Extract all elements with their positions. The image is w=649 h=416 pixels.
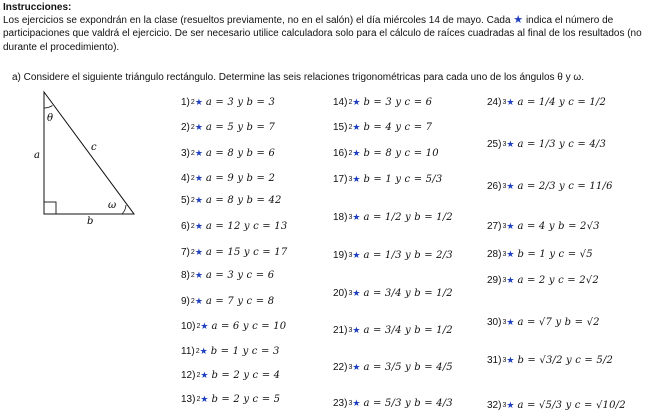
star-icon: ★ xyxy=(506,274,515,285)
exercise-number: 1) xyxy=(181,96,190,108)
star-icon: ★ xyxy=(194,172,203,183)
participation-count: 3 xyxy=(502,250,507,258)
exercise-expression: a = 8 y b = 6 xyxy=(205,147,276,159)
participation-count: 3 xyxy=(502,182,507,190)
star-icon: ★ xyxy=(199,345,208,356)
exercise-item xyxy=(487,91,606,113)
star-icon: ★ xyxy=(194,220,203,231)
participation-count: 2 xyxy=(190,222,195,230)
exercise-number: 22) xyxy=(333,361,348,373)
exercise-item xyxy=(487,175,613,197)
exercise-item xyxy=(181,189,282,211)
label-omega: ω xyxy=(108,200,117,211)
label-side-c: c xyxy=(91,142,97,153)
exercise-number: 4) xyxy=(181,172,190,184)
exercise-expression: b = 2 y c = 5 xyxy=(211,393,281,405)
exercise-expression: b = 1 y c = 5/3 xyxy=(363,173,443,185)
star-icon: ★ xyxy=(352,96,361,107)
participation-count: 3 xyxy=(348,175,353,183)
participation-count: 3 xyxy=(348,251,353,259)
exercise-number: 13) xyxy=(181,393,196,405)
exercise-item xyxy=(487,243,593,265)
exercise-item xyxy=(181,388,280,410)
question-a: a) Considere el siguiente triángulo rectángulo. Determine las seis relaciones trigonométricas para cada uno de los ángulos θ y ω. xyxy=(12,72,585,83)
exercise-item xyxy=(181,264,274,286)
exercise-expression: a = 2/3 y c = 11/6 xyxy=(517,180,613,192)
exercise-item xyxy=(333,319,453,341)
exercise-item xyxy=(181,91,275,113)
right-triangle-diagram xyxy=(28,86,146,226)
exercise-number: 16) xyxy=(333,147,348,159)
participation-count: 2 xyxy=(196,371,201,379)
participation-count: 3 xyxy=(502,98,507,106)
exercise-number: 26) xyxy=(487,180,502,192)
star-icon: ★ xyxy=(506,248,515,259)
star-icon: ★ xyxy=(506,354,515,365)
exercise-expression: b = 1 y c = 3 xyxy=(210,345,280,357)
star-icon: ★ xyxy=(506,138,515,149)
exercise-number: 19) xyxy=(333,249,348,261)
exercise-item xyxy=(333,244,453,266)
exercise-item xyxy=(181,142,275,164)
exercise-item xyxy=(333,206,453,228)
participation-count: 2 xyxy=(190,149,195,157)
exercise-item xyxy=(487,215,600,237)
star-icon: ★ xyxy=(352,324,361,335)
exercise-item xyxy=(333,392,453,414)
exercise-expression: a = 9 y b = 2 xyxy=(205,172,276,184)
star-icon: ★ xyxy=(194,147,203,158)
exercise-number: 8) xyxy=(181,269,190,281)
exercise-number: 3) xyxy=(181,147,190,159)
exercise-item xyxy=(181,315,286,337)
label-side-a: a xyxy=(34,150,40,161)
participation-count: 3 xyxy=(348,289,353,297)
exercise-expression: a = 3 y b = 3 xyxy=(205,96,276,108)
star-icon: ★ xyxy=(352,287,361,298)
exercise-number: 23) xyxy=(333,397,348,409)
star-icon: ★ xyxy=(194,194,203,205)
exercise-item xyxy=(333,91,432,113)
exercise-number: 27) xyxy=(487,220,502,232)
exercise-number: 12) xyxy=(181,369,196,381)
participation-count: 2 xyxy=(190,297,195,305)
exercise-expression: a = 15 y c = 17 xyxy=(205,246,288,258)
star-icon: ★ xyxy=(506,220,515,231)
star-icon: ★ xyxy=(506,96,515,107)
exercise-item xyxy=(487,349,613,371)
exercise-expression: a = 6 y c = 10 xyxy=(211,320,287,332)
exercise-number: 11) xyxy=(181,345,195,357)
exercise-expression: a = 3/5 y b = 4/5 xyxy=(363,361,453,373)
participation-count: 2 xyxy=(190,123,195,131)
participation-count: 2 xyxy=(348,98,353,106)
participation-count: 2 xyxy=(196,395,201,403)
exercise-expression: b = 3 y c = 6 xyxy=(363,96,433,108)
participation-count: 3 xyxy=(348,213,353,221)
instructions-block xyxy=(3,1,643,54)
exercise-expression: a = 3/4 y b = 1/2 xyxy=(363,324,453,336)
exercise-expression: a = 1/3 y b = 2/3 xyxy=(363,249,453,261)
participation-count: 3 xyxy=(502,401,507,409)
exercise-item xyxy=(181,116,275,138)
participation-count: 3 xyxy=(348,399,353,407)
theta-arc xyxy=(44,106,53,109)
participation-count: 3 xyxy=(502,222,507,230)
star-icon: ★ xyxy=(352,361,361,372)
participation-count: 2 xyxy=(190,196,195,204)
label-theta: θ xyxy=(47,113,54,124)
star-icon: ★ xyxy=(200,369,209,380)
participation-count: 2 xyxy=(195,347,200,355)
instructions-title: Instrucciones: xyxy=(3,2,72,13)
participation-count: 2 xyxy=(190,248,195,256)
star-icon: ★ xyxy=(200,320,209,331)
instructions-text-2: indica el número de participaciones que valdrá el ejercicio. De ser necesario utilice calculadora solo para el cálculo de raíces cuadradas al final de los resultados (no durante el procedimiento). xyxy=(3,15,642,53)
exercise-expression: a = 12 y c = 13 xyxy=(205,220,288,232)
exercise-expression: a = 2 y c = 2√2 xyxy=(517,274,599,286)
participation-count: 2 xyxy=(190,174,195,182)
star-icon: ★ xyxy=(194,269,203,280)
exercise-number: 6) xyxy=(181,220,190,232)
exercise-number: 24) xyxy=(487,96,502,108)
exercise-item xyxy=(181,340,280,362)
exercise-item xyxy=(181,215,287,237)
exercise-expression: b = √3/2 y c = 5/2 xyxy=(517,354,614,366)
exercise-number: 17) xyxy=(333,173,348,185)
star-icon: ★ xyxy=(352,147,361,158)
exercise-expression: a = 1/4 y c = 1/2 xyxy=(517,96,607,108)
star-icon: ★ xyxy=(194,121,203,132)
exercise-item xyxy=(333,282,453,304)
participation-count: 3 xyxy=(502,276,507,284)
exercise-expression: a = 8 y b = 42 xyxy=(205,194,282,206)
exercise-number: 30) xyxy=(487,316,502,328)
exercise-number: 28) xyxy=(487,248,502,260)
exercise-expression: a = 5/3 y b = 4/3 xyxy=(363,397,453,409)
participation-count: 2 xyxy=(190,271,195,279)
star-icon: ★ xyxy=(506,180,515,191)
participation-count: 3 xyxy=(502,140,507,148)
right-angle-marker xyxy=(44,202,56,214)
exercise-number: 18) xyxy=(333,211,348,223)
participation-count: 2 xyxy=(348,149,353,157)
exercise-number: 32) xyxy=(487,399,502,411)
exercise-expression: a = 1/3 y c = 4/3 xyxy=(517,138,607,150)
exercise-number: 15) xyxy=(333,121,348,133)
exercise-number: 29) xyxy=(487,274,502,286)
exercise-item xyxy=(333,116,432,138)
exercise-item xyxy=(181,167,275,189)
exercise-item xyxy=(181,241,287,263)
exercise-expression: a = √7 y b = √2 xyxy=(517,316,600,328)
exercise-number: 21) xyxy=(333,324,348,336)
instructions-text-1: Los ejercicios se expondrán en la clase (resueltos previamente, no en el salón) el día miércoles 14 de mayo. Cada xyxy=(3,15,511,27)
star-icon: ★ xyxy=(352,249,361,260)
exercise-number: 7) xyxy=(181,246,190,258)
star-icon: ★ xyxy=(194,246,203,257)
star-icon: ★ xyxy=(352,121,361,132)
participation-count: 2 xyxy=(348,123,353,131)
label-side-b: b xyxy=(87,216,94,226)
exercise-item xyxy=(333,142,439,164)
exercise-expression: b = 1 y c = √5 xyxy=(517,248,593,260)
triangle-shape xyxy=(44,92,134,214)
exercise-number: 25) xyxy=(487,138,502,150)
exercise-number: 20) xyxy=(333,287,348,299)
exercise-expression: a = √5/3 y c = √10/2 xyxy=(517,399,626,411)
participation-count: 3 xyxy=(502,318,507,326)
star-icon: ★ xyxy=(352,211,361,222)
exercise-item xyxy=(487,269,599,291)
star-icon: ★ xyxy=(352,397,361,408)
star-icon: ★ xyxy=(513,14,524,27)
omega-arc xyxy=(122,205,126,214)
exercise-expression: a = 5 y b = 7 xyxy=(205,121,276,133)
exercise-item xyxy=(333,356,453,378)
exercise-expression: b = 2 y c = 4 xyxy=(211,369,281,381)
star-icon: ★ xyxy=(506,316,515,327)
exercise-item xyxy=(181,364,280,386)
participation-count: 2 xyxy=(190,98,195,106)
star-icon: ★ xyxy=(200,393,209,404)
exercise-expression: a = 7 y c = 8 xyxy=(205,295,275,307)
star-icon: ★ xyxy=(194,96,203,107)
exercise-expression: a = 4 y b = 2√3 xyxy=(517,220,600,232)
participation-count: 3 xyxy=(348,363,353,371)
exercise-number: 5) xyxy=(181,194,190,206)
exercise-number: 2) xyxy=(181,121,190,133)
exercise-number: 9) xyxy=(181,295,190,307)
star-icon: ★ xyxy=(352,173,361,184)
participation-count: 3 xyxy=(348,326,353,334)
exercise-expression: a = 3/4 y b = 1/2 xyxy=(363,287,453,299)
exercise-number: 10) xyxy=(181,320,196,332)
exercise-item xyxy=(181,290,274,312)
participation-count: 3 xyxy=(502,356,507,364)
exercise-number: 31) xyxy=(487,354,502,366)
star-icon: ★ xyxy=(506,399,515,410)
exercise-item xyxy=(487,311,600,333)
exercise-expression: b = 8 y c = 10 xyxy=(363,147,439,159)
star-icon: ★ xyxy=(194,295,203,306)
exercise-expression: b = 4 y c = 7 xyxy=(363,121,433,133)
exercise-expression: a = 3 y c = 6 xyxy=(205,269,275,281)
exercise-expression: a = 1/2 y b = 1/2 xyxy=(363,211,453,223)
exercise-item xyxy=(333,168,442,190)
participation-count: 2 xyxy=(196,322,201,330)
exercise-number: 14) xyxy=(333,96,348,108)
exercise-item xyxy=(487,394,626,416)
exercise-item xyxy=(487,133,606,155)
